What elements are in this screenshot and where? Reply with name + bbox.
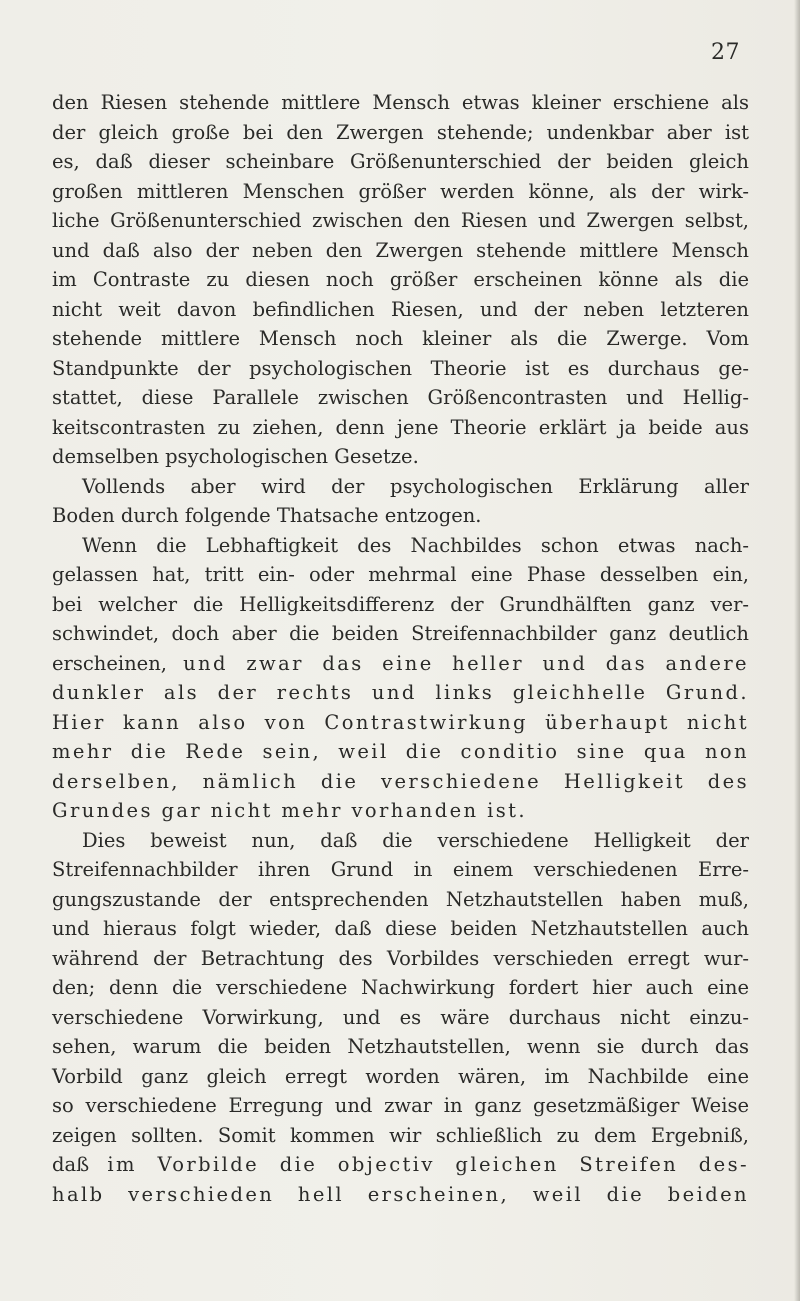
text-line: gungszustande der entsprechenden Netzhautstellen haben muß, [52, 887, 749, 911]
text-line: stattet, diese Parallele zwischen Größencontrasten und Hellig- [52, 386, 749, 409]
text-line: großen mittleren Menschen größer werden könne, als der wirk- [52, 179, 749, 203]
emphasized-text: derselben, nämlich die verschiedene Helligkeit des [52, 769, 749, 793]
text-line: zeigen sollten. Somit kommen wir schließlich zu dem Ergebniß, [52, 1123, 749, 1147]
text-line [52, 1150, 749, 1180]
text-line: Vollends aber wird der psychologischen Erklärung aller [82, 474, 749, 498]
text-line: keitscontrasten zu ziehen, denn jene Theorie erklärt ja beide aus [52, 415, 749, 439]
page-edge-shadow [794, 0, 800, 1301]
emphasized-text: Hier kann also von Contrastwirkung überhaupt nicht [52, 710, 749, 734]
text-line: gelassen hat, tritt ein- oder mehrmal eine Phase desselben ein, [52, 563, 749, 586]
text-line: den; denn die verschiedene Nachwirkung fordert hier auch eine [52, 976, 749, 999]
text-line: der gleich große bei den Zwergen stehende; undenkbar aber ist [52, 120, 749, 144]
page-number: 27 [711, 40, 740, 65]
text-line: bei welcher die Helligkeitsdifferenz der Grundhälften ganz ver- [52, 592, 749, 616]
text-line: im Contraste zu diesen noch größer erscheinen könne als die [52, 268, 749, 291]
emphasized-text: und zwar das eine heller und das andere [183, 651, 749, 675]
text-line: demselben psychologischen Gesetze. [52, 445, 419, 468]
text-line [52, 678, 749, 708]
text-line: den Riesen stehende mittlere Mensch etwas kleiner erschiene als [52, 91, 749, 114]
text-line: verschiedene Vorwirkung, und es wäre durchaus nicht einzu- [52, 1005, 749, 1029]
text-line: schwindet, doch aber die beiden Streifennachbilder ganz deutlich [52, 622, 749, 645]
text-line: so verschiedene Erregung und zwar in ganz gesetzmäßiger Weise [52, 1094, 749, 1117]
text-line: Boden durch folgende Thatsache entzogen. [52, 504, 482, 527]
text-line: es, daß dieser scheinbare Größenunterschied der beiden gleich [52, 150, 749, 173]
emphasized-text: halb verschieden hell erscheinen, weil die beiden [52, 1182, 749, 1206]
text-line: Wenn die Lebhaftigkeit des Nachbildes schon etwas nach- [82, 533, 749, 557]
text-line [52, 649, 749, 679]
text-line [52, 737, 749, 767]
text-line: Streifennachbilder ihren Grund in einem verschiedenen Erre- [52, 858, 749, 881]
text-line [52, 767, 749, 797]
text-line: Standpunkte der psychologischen Theorie ist es durchaus ge- [52, 356, 749, 380]
text-line [52, 796, 749, 826]
text-line [52, 708, 749, 738]
text-segment: erscheinen, [52, 651, 184, 675]
text-line: nicht weit davon befindlichen Riesen, und der neben letzteren [52, 297, 749, 321]
text-line: Vorbild ganz gleich erregt worden wären, im Nachbilde eine [52, 1064, 749, 1088]
emphasized-text: mehr die Rede sein, weil die conditio sine qua non [52, 740, 749, 763]
text-line: sehen, warum die beiden Netzhautstellen, wenn sie durch das [52, 1035, 749, 1058]
text-line: und daß also der neben den Zwergen stehende mittlere Mensch [52, 238, 749, 262]
body-text [52, 88, 749, 1209]
emphasized-text: Grundes gar nicht mehr vorhanden ist. [52, 799, 527, 822]
text-segment: daß [52, 1153, 108, 1176]
emphasized-text: dunkler als der rechts und links gleichhelle Grund. [52, 681, 749, 704]
text-line: liche Größenunterschied zwischen den Riesen und Zwergen selbst, [52, 209, 749, 232]
text-line: stehende mittlere Mensch noch kleiner als die Zwerge. Vom [52, 327, 749, 350]
text-line: Dies beweist nun, daß die verschiedene Helligkeit der [82, 828, 749, 852]
emphasized-text: im Vorbilde die objectiv gleichen Streifen des- [107, 1153, 749, 1176]
text-line: und hieraus folgt wieder, daß diese beiden Netzhautstellen auch [52, 917, 749, 940]
text-line [52, 1180, 749, 1210]
text-line: während der Betrachtung des Vorbildes verschieden erregt wur- [52, 946, 749, 970]
